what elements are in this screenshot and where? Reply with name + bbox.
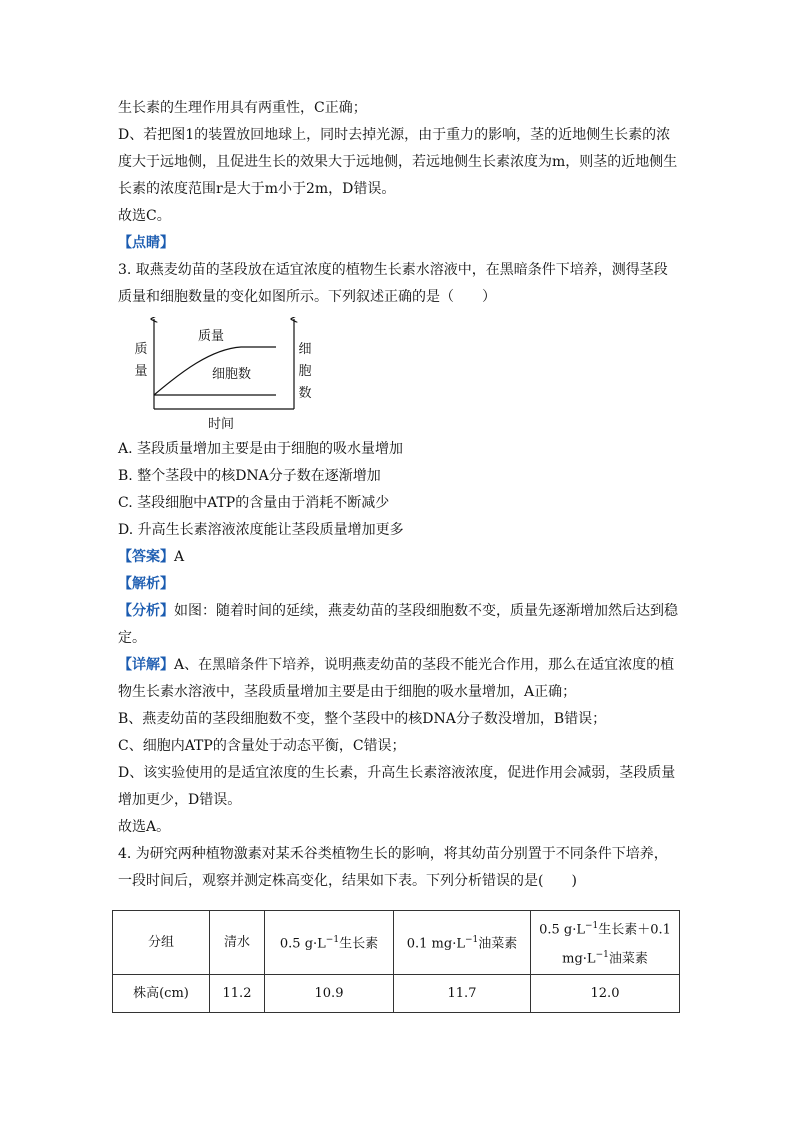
q4-stem: 一段时间后，观察并测定株高变化，结果如下表。下列分析错误的是( ) bbox=[118, 873, 577, 889]
option-d: D. 升高生长素溶液浓度能让茎段质量增加更多 bbox=[118, 522, 404, 538]
fenxi-label: 【分析】 bbox=[118, 603, 174, 619]
text-line: 长素的浓度范围r是大于m小于2m，D错误。 bbox=[118, 181, 396, 197]
right-axis-label-1: 细 bbox=[298, 342, 312, 357]
cell-auxin: 10.9 bbox=[265, 975, 394, 1013]
text-line: D、该实验使用的是适宜浓度的生长素，升高生长素溶液浓度，促进作用会减弱，茎段质量 bbox=[118, 765, 676, 781]
conclusion: 故选A。 bbox=[118, 819, 171, 835]
q3-stem: 质量和细胞数量的变化如图所示。下列叙述正确的是（ ） bbox=[118, 289, 496, 305]
answer-line bbox=[118, 544, 688, 571]
header-water: 清水 bbox=[210, 911, 265, 975]
answer-value: A bbox=[174, 549, 185, 565]
q3-stem: 3. 取燕麦幼苗的茎段放在适宜浓度的植物生长素水溶液中，在黑暗条件下培养，测得茎段 bbox=[118, 262, 668, 278]
option-a: A. 茎段质量增加主要是由于细胞的吸水量增加 bbox=[118, 441, 404, 457]
mass-curve-label: 质量 bbox=[198, 329, 225, 344]
cell-count-label: 细胞数 bbox=[212, 367, 252, 382]
text-line: 生长素的生理作用具有两重性，C正确； bbox=[118, 100, 367, 116]
x-axis-label: 时间 bbox=[208, 417, 235, 432]
text-line: 增加更少，D错误。 bbox=[118, 792, 242, 808]
cell-water: 11.2 bbox=[210, 975, 265, 1013]
table-header-row bbox=[113, 911, 680, 975]
answer-label: 【答案】 bbox=[118, 549, 174, 565]
text-line: D、若把图1的装置放回地球上，同时去掉光源，由于重力的影响，茎的近地侧生长素的浓 bbox=[118, 127, 671, 143]
header-brassin: 0.1 $mg\cdot L^{-1}$油菜素 bbox=[394, 911, 531, 975]
header-auxin: 0.5 $g\cdot L^{-1}$生长素 bbox=[265, 911, 394, 975]
detail-line bbox=[118, 652, 688, 679]
text-line: 故选C。 bbox=[118, 208, 171, 224]
text-line: B、燕麦幼苗的茎段细胞数不变，整个茎段中的核DNA分子数没增加，B错误； bbox=[118, 711, 607, 727]
header-combined: 0.5 $g\cdot L^{-1}$生长素＋0.1 $mg\cdot L^{-1}$油菜素 bbox=[531, 911, 680, 975]
detail-text: A、在黑暗条件下培养，说明燕麦幼苗的茎段不能光合作用，那么在适宜浓度的植 bbox=[174, 657, 675, 673]
text-line: C、细胞内ATP的含量处于动态平衡，C错误； bbox=[118, 738, 406, 754]
q3-figure bbox=[126, 317, 326, 432]
cell-combined: 12.0 bbox=[531, 975, 680, 1013]
option-b: B. 整个茎段中的核DNA分子数在逐渐增加 bbox=[118, 468, 381, 484]
right-axis-label-3: 数 bbox=[298, 386, 312, 401]
text-line: 定。 bbox=[118, 630, 146, 646]
right-axis-label-2: 胞 bbox=[298, 364, 312, 379]
left-axis-label-2: 量 bbox=[134, 364, 148, 379]
row-label: 株高(cm) bbox=[113, 975, 210, 1013]
header-group: 分组 bbox=[113, 911, 210, 975]
analysis-line bbox=[118, 598, 688, 625]
dianjing-label: 【点睛】 bbox=[118, 235, 174, 251]
fenxi-text: 如图：随着时间的延续，燕麦幼苗的茎段细胞数不变，质量先逐渐增加然后达到稳 bbox=[174, 603, 678, 619]
option-c: C. 茎段细胞中ATP的含量由于消耗不断减少 bbox=[118, 495, 390, 511]
jiexi-label: 【解析】 bbox=[118, 576, 174, 592]
results-table bbox=[112, 910, 680, 1013]
text-line: 物生长素水溶液中，茎段质量增加主要是由于细胞的吸水量增加，A正确； bbox=[118, 684, 577, 700]
left-axis-label-1: 质 bbox=[134, 342, 148, 357]
text-line: 度大于远地侧，且促进生长的效果大于远地侧，若远地侧生长素浓度为m，则茎的近地侧生 bbox=[118, 154, 678, 170]
cell-brassin: 11.7 bbox=[394, 975, 531, 1013]
q4-stem: 4. 为研究两种植物激素对某禾谷类植物生长的影响，将其幼苗分别置于不同条件下培养， bbox=[118, 846, 668, 862]
document-page bbox=[118, 95, 688, 895]
xiangjie-label: 【详解】 bbox=[118, 657, 174, 673]
table-row bbox=[113, 975, 680, 1013]
